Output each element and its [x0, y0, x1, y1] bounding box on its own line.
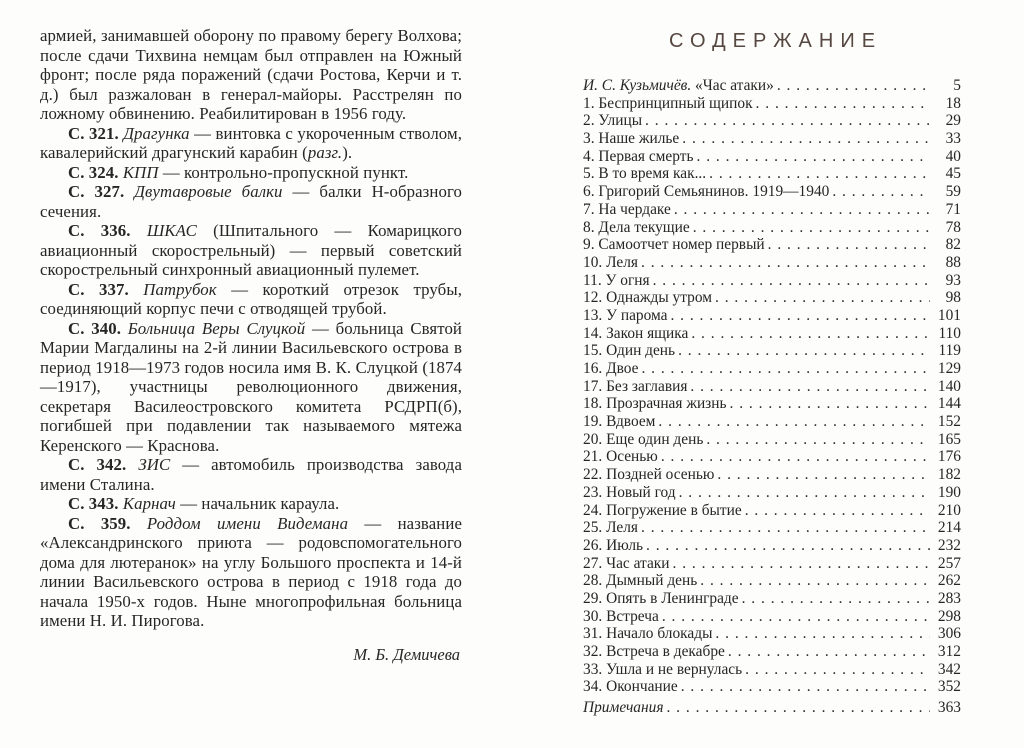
toc-entry-page-number: 144 [937, 395, 961, 413]
note-paragraph [40, 163, 462, 183]
dot-leader [690, 378, 930, 396]
toc-entry-label [583, 112, 642, 130]
toc-entry-label-text: 23. Новый год [583, 483, 676, 501]
dot-leader [745, 661, 930, 679]
dot-leader [670, 307, 930, 325]
text-segment: КПП [122, 162, 159, 182]
toc-entry [583, 413, 961, 431]
toc-entry-label-text: 9. Самоотчет номер первый [583, 236, 765, 254]
toc-entry-page-number: 45 [945, 165, 961, 183]
toc-entry [583, 201, 961, 219]
dot-leader [777, 77, 930, 95]
toc-entry-label [583, 342, 675, 360]
dot-leader [641, 360, 930, 378]
toc-entry-label-text: 18. Прозрачная жизнь [583, 395, 727, 413]
text-segment: — винтовка с укороченным стволом, кавалерийский драгунский карабин ( [40, 123, 462, 162]
toc-entry [583, 519, 961, 537]
toc-entry-page-number: 232 [937, 536, 961, 554]
toc-entry [583, 661, 961, 679]
text-segment: — название «Александринского приюта — родовспомогательного дома для лютеранок» на углу Большого проспекта и 14-й линии Васильевского острова в период с 1918 года до начала 1950-х годов. Ныне многопрофильная больница имени Н. И. Пирогова. [40, 513, 462, 630]
toc-entry [583, 289, 961, 307]
toc-entry-page-number: 342 [937, 660, 961, 678]
toc-entry [583, 643, 961, 661]
dot-leader [646, 537, 930, 555]
text-segment: С. 343. [68, 494, 123, 513]
dot-leader [715, 625, 930, 643]
toc-entry-page-number: 129 [937, 360, 961, 377]
text-segment: С. 342. [68, 455, 139, 474]
toc-entry-page-number: 176 [937, 448, 961, 466]
toc-entry-label [583, 431, 703, 449]
toc-entry-label [583, 254, 638, 272]
toc-entry-label [583, 537, 643, 555]
toc-entry-page-number: 190 [937, 483, 961, 501]
toc-entry [583, 148, 961, 166]
text-segment: С. 324. [68, 162, 123, 182]
text-segment: — короткий отрезок трубы, соединяющий корпус печи с отводящей трубой. [40, 279, 462, 318]
text-segment: С. 337. [68, 279, 144, 299]
text-segment: разг. [307, 143, 343, 162]
toc-entry-label-text: 29. Опять в Ленинграде [583, 589, 739, 607]
toc-entry-page-number: 214 [937, 519, 961, 537]
dot-leader [742, 590, 930, 608]
toc-entry [583, 625, 961, 643]
toc-entry-label-italic: И. С. Кузьмичёв. [583, 77, 696, 94]
dot-leader [662, 608, 930, 626]
toc-entry-label-text: 25. Леля [583, 519, 639, 537]
toc-entry-page-number: 18 [945, 94, 961, 112]
toc-entry [583, 555, 961, 573]
dot-leader [681, 678, 930, 696]
toc-entry-page-number: 306 [937, 625, 961, 643]
dot-leader [673, 555, 931, 573]
text-segment: — контрольно-пропускной пункт. [158, 162, 409, 182]
dot-leader [715, 289, 930, 307]
toc-entry-label [583, 395, 727, 413]
dot-leader [693, 219, 930, 237]
toc-list [583, 77, 961, 717]
dot-leader [768, 236, 930, 254]
toc-entry-label [583, 95, 753, 113]
toc-entry-label-text: 2. Улицы [583, 112, 643, 130]
dot-leader [658, 413, 930, 431]
toc-entry [583, 112, 961, 130]
text-segment: — автомобиль производства завода имени Сталина. [40, 455, 462, 494]
toc-entry-label [583, 413, 655, 431]
toc-entry-page-number: 33 [945, 130, 961, 148]
toc-entry-label [583, 590, 739, 608]
toc-entry-label [583, 360, 638, 378]
note-paragraph [40, 182, 462, 221]
toc-entry-label [583, 183, 829, 201]
text-segment: — начальник караула. [175, 494, 340, 513]
toc-entry-label [583, 699, 663, 717]
toc-entry-page-number: 110 [938, 324, 961, 342]
toc-entry [583, 342, 961, 360]
signature: М. Б. Демичева [353, 644, 460, 664]
text-segment: Роддом имени Видемана [146, 513, 349, 533]
toc-entry [583, 431, 961, 449]
toc-entry [583, 272, 961, 290]
toc-entry-label [583, 448, 658, 466]
dot-leader [679, 484, 930, 502]
note-paragraph [40, 494, 462, 514]
text-segment: Больница Веры Слуцкой [127, 318, 306, 338]
dot-leader [641, 254, 930, 272]
toc-entry [583, 699, 961, 717]
dot-leader [709, 165, 930, 183]
text-segment: ШКАС [146, 221, 197, 240]
toc-entry-label [583, 236, 765, 254]
toc-entry-label-text: 22. Поздней осенью [583, 466, 715, 484]
toc-entry-label-text: 34. Окончание [583, 678, 678, 696]
toc-entry-page-number: 210 [937, 501, 961, 519]
toc-entry [583, 572, 961, 590]
toc-entry [583, 590, 961, 608]
toc-entry-label-text: 11. У огня [583, 271, 650, 289]
note-paragraph [40, 455, 462, 494]
toc-entry-label [583, 378, 687, 396]
toc-entry-page-number: 5 [953, 77, 961, 94]
toc-entry-page-number: 78 [945, 218, 961, 236]
toc-entry-label-text: 12. Однажды утром [583, 289, 712, 307]
toc-entry-label [583, 289, 712, 307]
toc-entry-label [583, 165, 706, 183]
text-segment: С. 321. [68, 123, 124, 143]
toc-entry-page-number: 152 [937, 413, 961, 431]
toc-entry-label-text: 19. Вдвоем [583, 413, 656, 431]
toc-entry-page-number: 119 [938, 342, 961, 360]
toc-entry-label [583, 572, 697, 590]
toc-entry [583, 130, 961, 148]
note-paragraph [40, 319, 462, 456]
toc-entry-label-text: 5. В то время как... [583, 165, 707, 183]
dot-leader [756, 95, 930, 113]
toc-entry-label [583, 678, 678, 696]
dot-leader [674, 201, 930, 219]
toc-entry-label [583, 502, 742, 520]
toc-entry-label-text: 24. Погружение в бытие [583, 501, 742, 519]
toc-entry-page-number: 257 [937, 554, 961, 572]
toc-entry-label-text: 3. Наше жилье [583, 130, 680, 148]
toc-entry [583, 466, 961, 484]
text-segment: С. 336. [68, 221, 147, 240]
toc-entry-label-text: 32. Встреча в декабре [583, 643, 725, 660]
toc-entry-label [583, 625, 712, 643]
toc-entry-page-number: 101 [937, 306, 961, 324]
toc-entry [583, 183, 961, 201]
toc-entry-label [583, 219, 690, 237]
toc-entry-label-text: 10. Леля [583, 253, 639, 271]
toc-entry [583, 678, 961, 696]
toc-entry [583, 325, 961, 343]
dot-leader [691, 325, 930, 343]
note-paragraph [40, 514, 462, 631]
toc-entry-label-text: 31. Начало блокады [583, 625, 713, 643]
toc-entry-label [583, 272, 650, 290]
dot-leader [661, 448, 930, 466]
text-segment: С. 340. [68, 318, 128, 338]
dot-leader [832, 183, 930, 201]
dot-leader [653, 272, 930, 290]
dot-leader [678, 342, 930, 360]
toc-entry [583, 378, 961, 396]
toc-entry-page-number: 98 [945, 289, 961, 307]
toc-entry-label [583, 307, 667, 325]
text-segment: Патрубок [143, 279, 217, 299]
dot-leader [682, 130, 930, 148]
toc-entry-page-number: 165 [937, 430, 961, 448]
toc-entry [583, 448, 961, 466]
toc-entry [583, 254, 961, 272]
toc-entry-page-number: 182 [937, 466, 961, 484]
toc-entry-label-text: 27. Час атаки [583, 554, 670, 572]
text-segment: Двутавровые балки [134, 182, 283, 201]
toc-title: СОДЕРЖАНИЕ [668, 30, 883, 52]
toc-entry-label [583, 555, 670, 573]
toc-entry [583, 502, 961, 520]
toc-entry-label-text: 8. Дела текущие [583, 218, 690, 236]
dot-leader [730, 395, 930, 413]
toc-entry [583, 77, 961, 95]
dot-leader [728, 643, 930, 661]
toc-entry-label-text: 14. Закон ящика [583, 324, 689, 342]
toc-entry-page-number: 88 [945, 253, 961, 271]
toc-entry-label-text: 33. Ушла и не вернулась [583, 660, 743, 678]
toc-entry-label [583, 130, 679, 148]
toc-entry-label [583, 466, 714, 484]
toc-entry-page-number: 93 [945, 271, 961, 289]
toc-entry-label-text: 4. Первая смерть [583, 147, 694, 165]
dot-leader [641, 519, 930, 537]
text-segment: армией, занимавшей оборону по правому берегу Волхова; после сдачи Тихвина немцам был отправлен на Южный фронт; после ряда поражений (сдачи Ростова, Керчи и т. д.) был разжалован в генерал-майоры. Расстрелян по ложному обвинению. Реабилитирован в 1956 году. [40, 26, 462, 123]
toc-entry-page-number: 283 [937, 589, 961, 607]
toc-entry-label [583, 325, 688, 343]
toc-entry [583, 219, 961, 237]
toc-entry-label [583, 661, 742, 679]
toc-entry-page-number: 59 [945, 183, 961, 201]
toc-entry-label-text: 6. Григорий Семьянинов. 1919—1940 [583, 183, 830, 201]
toc-entry-label-text: 17. Без заглавия [583, 377, 688, 395]
toc-entry-label [583, 484, 676, 502]
toc-entry-page-number: 312 [937, 643, 961, 660]
note-paragraph [40, 26, 462, 124]
toc-entry-label-text: «Час атаки» [695, 77, 774, 94]
dot-leader [706, 431, 930, 449]
toc-entry [583, 608, 961, 626]
text-segment: С. 327. [68, 182, 135, 201]
text-segment: — больница Святой Марии Магдалины на 2-й линии Васильевского острова в период 1918—1973 годов носила имя В. К. Слуцкой (1874—1917), участницы революционного движения, секретаря Василеостровского комитета РСДРП(б), погибшей при подавлении так называемого мятежа Керенского — Краснова. [40, 318, 463, 455]
notes-text-block [40, 26, 462, 631]
toc-entry [583, 360, 961, 378]
right-page [583, 30, 961, 717]
toc-entry-label-text: 7. На чердаке [583, 200, 671, 218]
text-segment: (Шпитального — Комарицкого авиационный скорострельный) — первый советский скорострельный синхронный авиационный пулемет. [40, 221, 462, 279]
toc-entry-page-number: 140 [937, 377, 961, 395]
toc-entry-label [583, 519, 638, 537]
toc-entry [583, 236, 961, 254]
toc-entry-label-text: 13. У парома [583, 306, 668, 324]
toc-entry-label-text: 21. Осенью [583, 448, 658, 466]
toc-entry-page-number: 29 [945, 112, 961, 130]
dot-leader [666, 699, 930, 717]
toc-entry-label-text: 20. Еще один день [583, 430, 704, 448]
toc-entry [583, 165, 961, 183]
note-paragraph [40, 280, 462, 319]
toc-entry-page-number: 363 [937, 699, 961, 717]
toc-entry-page-number: 82 [945, 236, 961, 254]
text-segment: Карнач [122, 494, 176, 513]
left-page [40, 26, 462, 665]
toc-entry-page-number: 262 [937, 572, 961, 590]
toc-entry-label-text: 30. Встреча [583, 607, 659, 625]
toc-entry [583, 484, 961, 502]
toc-entry-label [583, 201, 671, 219]
toc-entry-label-text: 28. Дымный день [583, 572, 698, 590]
toc-entry-page-number: 71 [945, 200, 961, 218]
dot-leader [697, 148, 931, 166]
note-paragraph [40, 221, 462, 280]
toc-entry-page-number: 298 [937, 607, 961, 625]
dot-leader [645, 112, 930, 130]
text-segment: ). [342, 143, 353, 162]
text-segment: — балки Н-образного сечения. [40, 182, 463, 221]
text-segment: С. 359. [68, 513, 147, 533]
text-segment: Драгунка [123, 123, 190, 143]
toc-entry-label [583, 643, 725, 661]
dot-leader [745, 502, 930, 520]
dot-leader [700, 572, 930, 590]
toc-entry-page-number: 352 [937, 678, 961, 696]
toc-entry-label-text: 26. Июль [583, 536, 644, 554]
toc-entry-label [583, 77, 774, 95]
toc-entry-label [583, 608, 659, 626]
toc-entry-label-text: 1. Беспринципный щипок [583, 94, 753, 112]
toc-entry-label-italic: Примечания [583, 699, 664, 717]
toc-entry [583, 537, 961, 555]
toc-entry [583, 95, 961, 113]
text-segment: ЗИС [138, 455, 171, 474]
toc-entry [583, 307, 961, 325]
toc-entry [583, 395, 961, 413]
toc-entry-label-text: 16. Двое [583, 360, 639, 377]
note-paragraph [40, 124, 462, 163]
toc-entry-label [583, 148, 694, 166]
toc-entry-label-text: 15. Один день [583, 342, 676, 360]
dot-leader [717, 466, 930, 484]
toc-entry-page-number: 40 [945, 147, 961, 165]
